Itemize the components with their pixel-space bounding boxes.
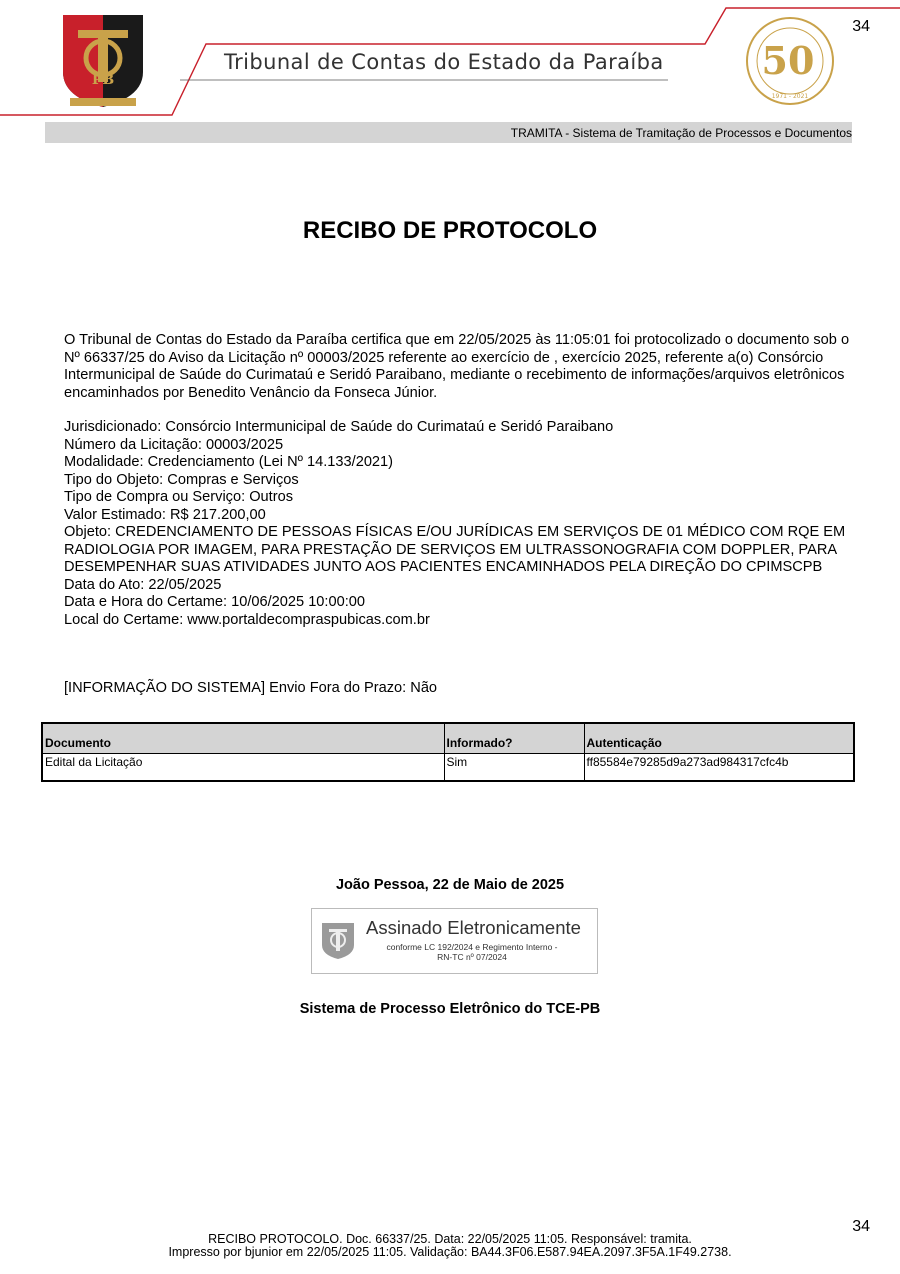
city-date: João Pessoa, 22 de Maio de 2025 <box>335 877 565 893</box>
print-footer <box>0 1233 900 1259</box>
field-data-ato: Data do Ato: 22/05/2025 <box>64 576 222 593</box>
field-objeto: Objeto: CREDENCIAMENTO DE PESSOAS FÍSICAS E/OU JURÍDICAS EM SERVIÇOS DE 01 MÉDICO COM RQE EM RADIOLOGIA POR IMAGEM, PARA PRESTAÇÃO DE SERVIÇOS EM ULTRASSONOGRAFIA COM DOPPLER, PARA DESEMPENHAR SUAS ATIVIDADES JUNTO AOS PACIENTES ENCAMINHADOS PELA DIREÇÃO DO CPIMSCPB <box>64 524 846 575</box>
field-local-certame: Local do Certame: www.portaldecompraspubicas.com.br <box>64 611 430 628</box>
table-header-row <box>42 723 854 754</box>
field-valor-estimado: Valor Estimado: R$ 217.200,00 <box>64 506 266 523</box>
system-name: Sistema de Processo Eletrônico do TCE-PB <box>299 1001 601 1017</box>
stamp-line-2: RN-TC nº 07/2024 <box>437 952 507 962</box>
field-numero-licitacao: Número da Licitação: 00003/2025 <box>64 436 284 453</box>
field-data-certame: Data e Hora do Certame: 10/06/2025 10:00:00 <box>64 594 365 610</box>
field-tipo-objeto: Tipo do Objeto: Compras e Serviços <box>64 471 299 488</box>
footer-line-2: Impresso por bjunior em 22/05/2025 11:05. Validação: BA44.3F06.E587.94EA.2097.3F5A.1F49.2738. <box>168 1245 732 1259</box>
table-row <box>42 754 854 782</box>
tce-shield-icon <box>320 921 356 961</box>
documents-table <box>41 722 855 782</box>
cell-autenticacao: ff85584e79285d9a273ad984317cfc4b <box>584 754 854 782</box>
field-modalidade: Modalidade: Credenciamento (Lei Nº 14.133/2021) <box>64 454 394 470</box>
tce-pb-shield-logo <box>58 12 148 112</box>
stamp-subtitle <box>372 942 572 962</box>
stamp-line-1: conforme LC 192/2024 e Regimento Interno - <box>386 942 558 952</box>
column-header-informado: Informado? <box>444 723 584 754</box>
certification-paragraph: O Tribunal de Contas do Estado da Paraíba certifica que em 22/05/2025 às 11:05:01 foi protocolizado o documento sob o Nº 66337/25 do Aviso da Licitação nº 00003/2025 referente ao exercício de , exercício 2025, referente a(o) Consórcio Intermunicipal de Saúde do Curimataú e Seridó Paraibano, mediante o recebimento de informações/arquivos eletrônicos encaminhados por Benedito Venâncio da Fonseca Júnior. <box>64 332 850 401</box>
electronic-signature-stamp <box>311 908 598 974</box>
seal-number: 50 <box>761 38 815 83</box>
fifty-years-seal <box>730 16 856 106</box>
field-tipo-compra: Tipo de Compra ou Serviço: Outros <box>64 489 294 505</box>
fields-list <box>64 419 854 629</box>
field-jurisdicionado: Jurisdicionado: Consórcio Intermunicipal de Saúde do Curimataú e Seridó Paraibano <box>64 419 614 435</box>
footer-line-1: RECIBO PROTOCOLO. Doc. 66337/25. Data: 22/05/2025 11:05. Responsável: tramita. <box>208 1232 692 1246</box>
page-number-bottom: 34 <box>852 1218 870 1235</box>
stamp-title: Assinado Eletronicamente <box>366 917 581 938</box>
system-info: [INFORMAÇÃO DO SISTEMA] Envio Fora do Prazo: Não <box>64 680 438 696</box>
seal-years: 1971 - 2021 <box>771 93 809 100</box>
column-header-autenticacao: Autenticação <box>584 723 854 754</box>
tramita-label: TRAMITA - Sistema de Tramitação de Processos e Documentos <box>510 126 852 140</box>
page-number-top: 34 <box>852 18 870 35</box>
document-title: RECIBO DE PROTOCOLO <box>302 217 598 244</box>
logo-left-text: PB <box>91 72 115 88</box>
court-name: Tribunal de Contas do Estado da Paraíba <box>224 50 664 74</box>
column-header-documento: Documento <box>42 723 444 754</box>
cell-informado: Sim <box>444 754 584 782</box>
cell-documento: Edital da Licitação <box>42 754 444 782</box>
